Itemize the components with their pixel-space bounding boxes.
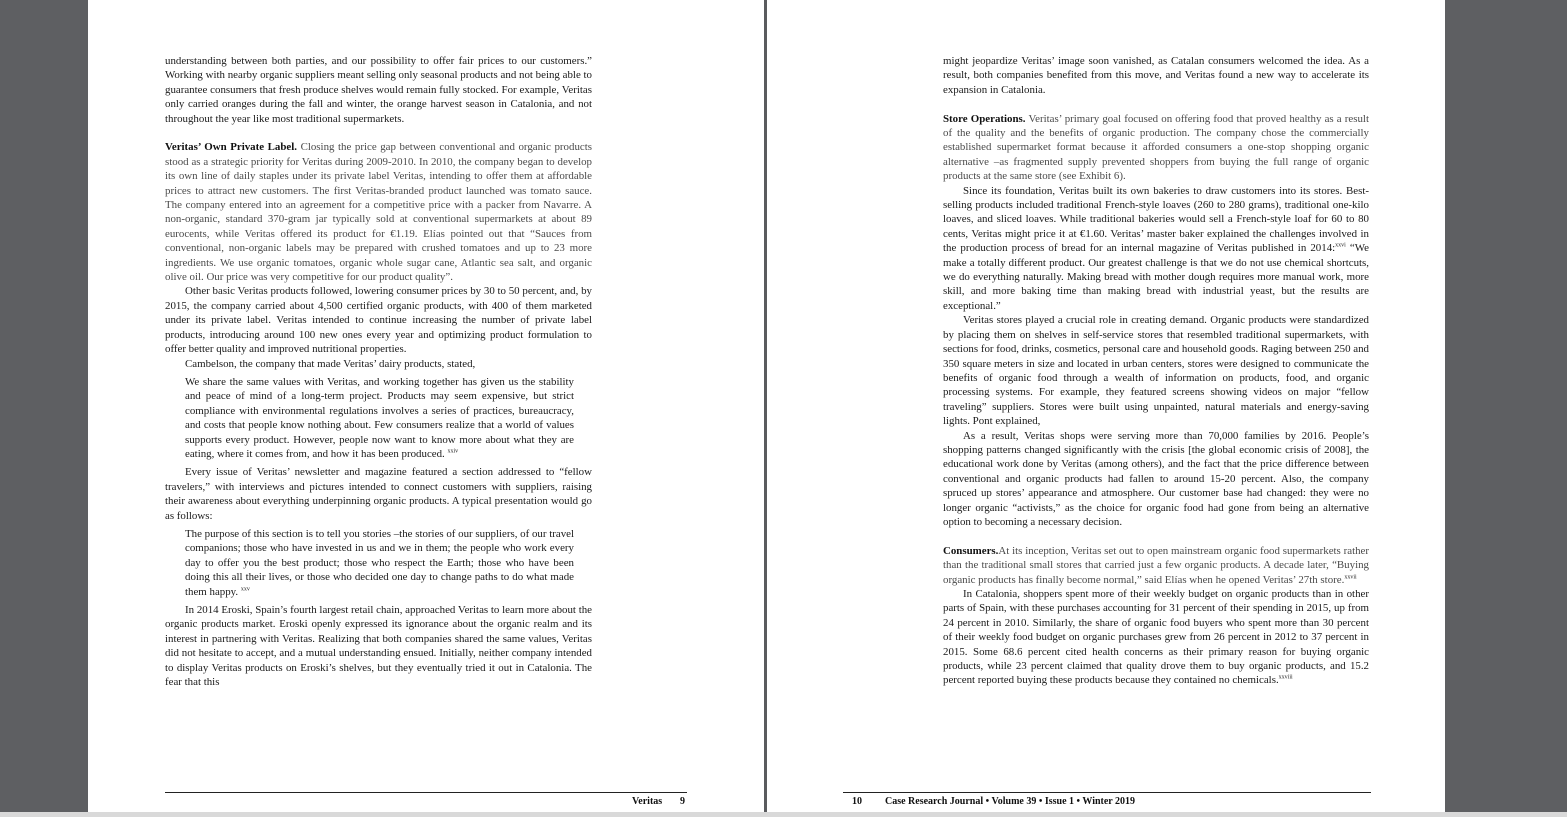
left-text-column [165,54,592,689]
paragraph-text: Closing the price gap between conventional and organic products stood as a strategic priority for Veritas during 2009-2010. In 2010, the company began to develop its own line of daily staples under its private label Veritas, intending to offer them at affordable prices to attract new customers. The first Veritas-branded product launched was tomato sauce. The company entered into an agreement for a competitive price with a packer from Navarre. A non-organic, standard 370-gram jar typically sold at conventional supermarkets at about 89 eurocents, while Veritas offered its product for €1.19. Elías pointed out that “Sauces from conventional, non-organic labels may be prepared with crushed tomatoes and up to 23 more ingredients. We use organic tomatoes, organic whole sugar cane, Atlantic sea salt, and organic olive oil. Our price was very competitive for our product quality”. [165,141,592,284]
quote-text: The purpose of this section is to tell you stories –the stories of our suppliers, of our travel companions; those who have invested in us and we in them; the people who work every day to offer you the best product; those who respect the Earth; those who have been doing this all their lives, or those who decided one day to change paths to do what made them happy. [185,527,574,598]
paragraph [943,112,1369,184]
document-page-10 [767,0,1445,812]
endnote-marker: xxviii [1278,674,1293,681]
quote-text: “We make a totally different product. Our greatest challenge is that we do not use chemical shortcuts, we do everything naturally. Making bread with mother dough requires more manual work, more skill, and more baking time than making bread with industrial yeast, but the results are exceptional.” [943,242,1369,312]
section-heading: Consumers. [943,544,999,557]
block-quote [185,527,574,599]
document-page-9 [88,0,764,812]
section-heading: Veritas’ Own Private Label. [165,141,297,154]
paragraph [943,587,1369,688]
paragraph: understanding between both parties, and our possibility to offer fair prices to our customers.” Working with nearby organic suppliers meant selling only seasonal products and not being able to guarantee consumers that fresh produce shelves would remain fully stocked. For example, Veritas only carried oranges during the fall and winter, the orange harvest season in Catalonia, and not throughout the year like most traditional supermarkets. [165,55,592,125]
viewer-background-left [0,0,88,817]
quote-text: We share the same values with Veritas, and working together has given us the stability and peace of mind of a long-term project. Products may seem expensive, but strict compliance with environmental regulations involves a series of practices, bureaucracy, and costs that people know nothing about. Few consumers realize that a world of values supports every product. However, people now want to know more about what they are eating, where it comes from, and how it has been produced. [185,375,574,460]
paragraph [943,544,1369,587]
paragraph: Every issue of Veritas’ newsletter and magazine featured a section addressed to “fellow travelers,” with interviews and pictures intended to connect customers with suppliers, raising their awareness about everything underpinning organic products. A typical presentation would go as follows: [165,466,592,522]
footer-title: Veritas [632,796,663,807]
paragraph-text: Veritas’ primary goal focused on offering food that proved healthy as a result of the quality and the benefits of organic production. The company chose the commercially established supermarket format because it afforded consumers a one-stop shopping organic alternative –as fragmented supply prevented shoppers from buying the full range of organic products at the same store (see Exhibit 6). [943,112,1369,183]
paragraph: might jeopardize Veritas’ image soon vanished, as Catalan consumers welcomed the idea. As a result, both companies benefited from this move, and Veritas found a new way to accelerate its expansion in Catalonia. [943,55,1369,96]
endnote-marker: xxvii [1344,573,1357,580]
viewer-bottom-edge [0,812,1567,817]
paragraph: Other basic Veritas products followed, lowering consumer prices by 30 to 50 percent, and, by 2015, the company carried about 4,500 certified organic products, with 400 of them marketed under its private label. Veritas intended to continue increasing the number of private label products, introducing around 100 new ones every year and optimizing product formulation to offer better quality and improved nutritional properties. [165,285,592,356]
endnote-marker: xxiv [447,448,459,455]
footer-rule [165,792,687,793]
endnote-marker: xxvi [1335,242,1346,249]
paragraph: In 2014 Eroski, Spain’s fourth largest retail chain, approached Veritas to learn more about the organic products market. Eroski openly expressed its ignorance about the organic realm and its interest in partnering with Veritas. Realizing that both companies shared the same values, Veritas did not hesitate to accept, and a mutual understanding ensued. Initially, neither company intended to display Veritas products on Eroski’s shelves, but they eventually tried it out in Catalonia. The fear that this [165,604,592,689]
right-text-column [943,54,1369,688]
paragraph-text: Since its foundation, Veritas built its own bakeries to draw customers into its stores. Best-selling products included traditional French-style loaves (260 to 280 grams), traditional one-kilo loaves, and sliced loaves. While traditional bakeries would sell a French-style loaf for 60 to 80 cents, Veritas might price it at €1.60. Veritas’ master baker explained the challenges involved in the production process of bread for an internal magazine of Veritas published in 2014: [943,184,1369,255]
block-quote [185,375,574,461]
page-number: 10 [852,796,862,807]
paragraph-text: In Catalonia, shoppers spent more of their weekly budget on organic products than in other parts of Spain, with these purchases accounting for 31 percent of their spending in 2015, up from 24 percent in 2010. Similarly, the share of organic food buyers who spent more than 30 percent of their weekly food budget on organic purchases grew from 26 percent in 2012 to 37 percent in 2015. Some 68.6 percent cited health concerns as their primary reason for buying organic products, while 23 percent claimed that quality drove them to buy organic products, and 15.2 percent reported buying these products because they contained no chemicals. [943,588,1369,687]
footer-journal: Case Research Journal • Volume 39 • Issue 1 • Winter 2019 [885,796,1136,807]
paragraph [165,140,592,284]
endnote-marker: xxv [240,585,250,592]
paragraph-text: At its inception, Veritas set out to open mainstream organic food supermarkets rather than the traditional small stores that carried just a few organic products. A decade later, “Buying organic products has finally become normal,” said Elías when he opened Veritas’ 27th store. [943,544,1369,586]
viewer-background-right [1445,0,1567,817]
section-heading: Store Operations. [943,112,1026,125]
page-number: 9 [680,796,685,807]
footer-rule [843,792,1371,793]
paragraph: Cambelson, the company that made Veritas’ dairy products, stated, [185,357,476,370]
paragraph: Veritas stores played a crucial role in creating demand. Organic products were standardized by placing them on shelves in self-service stores that resembled traditional supermarkets, with sections for food, drinks, cosmetics, personal care and household goods. Raging between 250 and 350 square meters in size and located in urban centers, stores were designed to communicate the benefits of organic food through a wealth of information on products, food, and organic processing systems. For example, they featured screens showing videos on major “fellow traveling” suppliers. Stores were built using unpainted, natural materials and energy-saving lights. Pont explained, [943,314,1369,428]
paragraph [943,184,1369,314]
paragraph: As a result, Veritas shops were serving more than 70,000 families by 2016. People’s shopping patterns changed significantly with the crisis [the global economic crisis of 2008], the educational work done by Veritas (among others), and the fact that the price difference between conventional and organic products had fallen to around 15-20 percent. Also, the company spruced up stores’ appearance and atmosphere. Our customer base had changed: they were no longer organic “activists,” as the choice for organic food had gone from being an alternative option to becoming a necessary decision. [943,429,1369,528]
